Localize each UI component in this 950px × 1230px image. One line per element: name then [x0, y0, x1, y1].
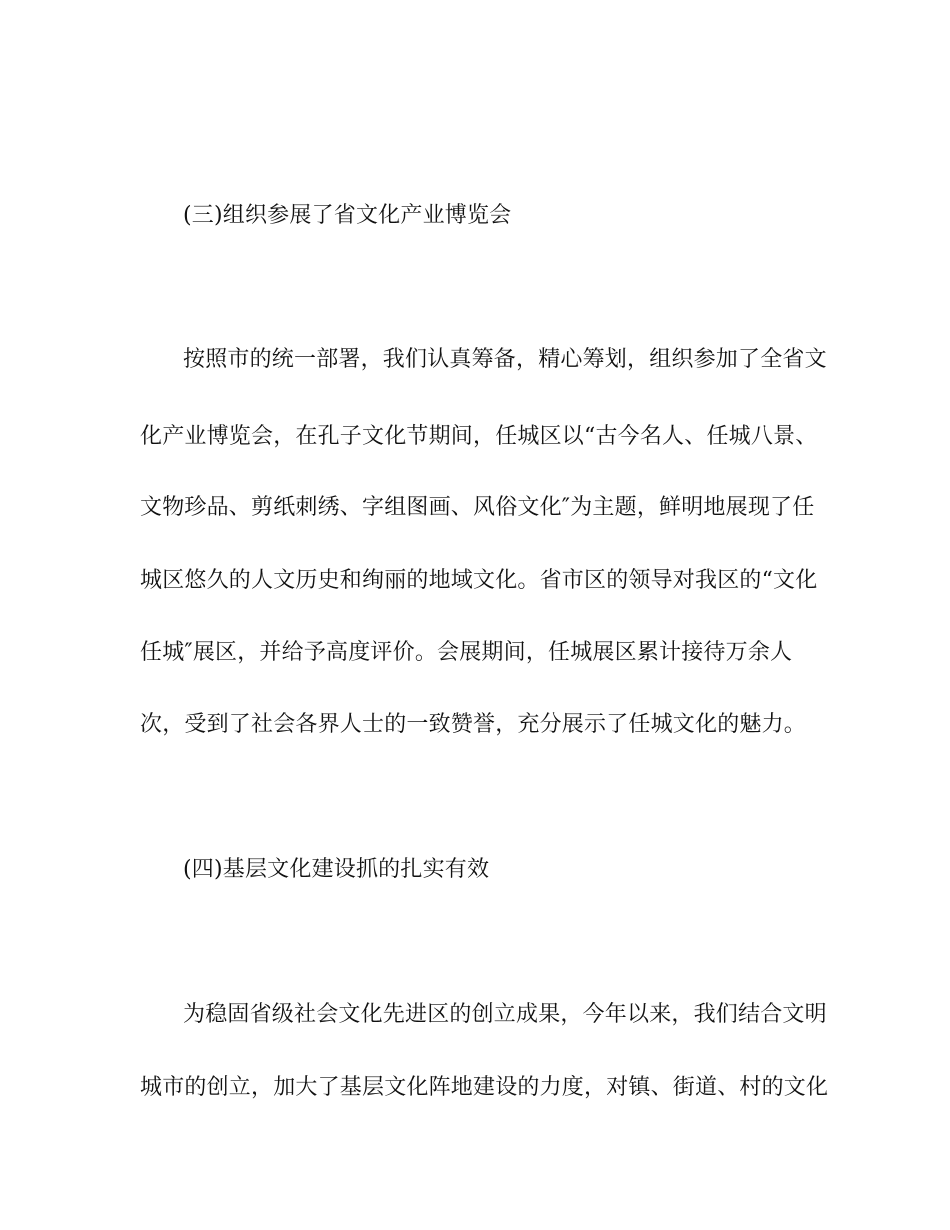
paragraph-3-line-3: 文物珍品、剪纸刺绣、字组图画、风俗文化″为主题，鲜明地展现了任 [140, 495, 815, 520]
paragraph-3-line-5: 任城″展区，并给予高度评价。会展期间，任城展区累计接待万余人 [140, 640, 793, 665]
paragraph-4-line-2: 城市的创立，加大了基层文化阵地建设的力度，对镇、街道、村的文化 [140, 1075, 829, 1100]
paragraph-3-line-6: 次，受到了社会各界人士的一致赞誉，充分展示了任城文化的魅力。 [140, 712, 807, 737]
section-4-heading: (四)基层文化建设抓的扎实有效 [183, 857, 490, 882]
paragraph-4-line-1: 为稳固省级社会文化先进区的创立成果，今年以来，我们结合文明 [183, 1002, 827, 1027]
section-3-heading: (三)组织参展了省文化产业博览会 [183, 203, 512, 228]
paragraph-3-line-4: 城区悠久的人文历史和绚丽的地域文化。省市区的领导对我区的“文化 [140, 568, 818, 593]
paragraph-3-line-1: 按照市的统一部署，我们认真筹备，精心筹划，组织参加了全省文 [183, 347, 827, 372]
paragraph-3-line-2: 化产业博览会，在孔子文化节期间，任城区以“古今名人、任城八景、 [140, 424, 818, 449]
